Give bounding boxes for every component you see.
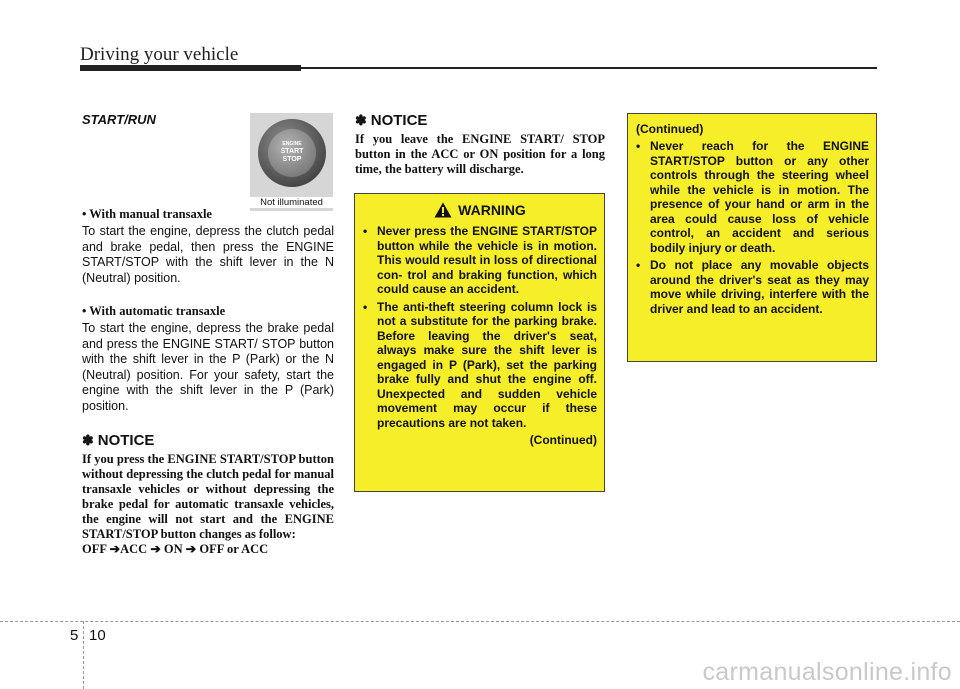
warning-triangle-icon bbox=[434, 202, 452, 218]
continued-list bbox=[636, 139, 869, 316]
button-label-start: START bbox=[280, 148, 304, 155]
page-number: 10 bbox=[89, 627, 106, 644]
continued-heading: (Continued) bbox=[636, 122, 704, 136]
notice-sequence: OFF ➔ACC ➔ ON ➔ OFF or ACC bbox=[82, 542, 269, 556]
manual-transaxle-heading: • With manual transaxle bbox=[82, 207, 212, 221]
warning-item: • Never press the ENGINE START/STOP button while the vehicle is in motion. This would result in loss of directional con- trol and braking function, which could cause an accident. bbox=[363, 224, 597, 296]
watermark: carmanualsonline.info bbox=[702, 658, 952, 686]
button-label-stop: STOP bbox=[282, 156, 302, 163]
warning-box bbox=[354, 193, 605, 492]
notice-star-icon-2: ✽ bbox=[355, 112, 367, 128]
column-middle bbox=[355, 112, 605, 177]
footer-divider bbox=[83, 621, 84, 689]
figure-caption: Not illuminated bbox=[250, 197, 333, 208]
footer-rule bbox=[0, 621, 960, 622]
warning-continued: (Continued) bbox=[529, 433, 597, 447]
continued-item: • Do not place any movable objects around the driver's seat as they may move while driving, interfere with the driver and lead to an accident. bbox=[636, 258, 869, 316]
notice-heading bbox=[82, 432, 334, 449]
notice-title-2: NOTICE bbox=[370, 112, 428, 129]
notice-star-icon: ✽ bbox=[82, 432, 94, 448]
start-run-title: START/RUN bbox=[82, 112, 156, 127]
header-rule-accent bbox=[80, 65, 301, 71]
continued-item: • Never reach for the ENGINE START/STOP button or any other controls through the steering wheel while the vehicle is in motion. The presence of your hand or arm in the area could cause loss of vehicle control, an accident and serious bodily injury or death. bbox=[636, 139, 869, 255]
warning-list bbox=[363, 224, 597, 430]
automatic-transaxle-text: To start the engine, depress the brake pedal and press the ENGINE START/ STOP button with the shift lever in the P (Park) or the N (Neutral) position. For your safety, start the engine with the shift lever in the P (Park) position. bbox=[82, 321, 334, 413]
warning-item: • The anti-theft steering column lock is not a substitute for the parking brake. Before leaving the driver's seat, always make sure the shift lever is engaged in P (Park), set the parking brake fully and shut the engine off. Unexpected and sudden vehicle movement may occur if these precautions are not taken. bbox=[363, 299, 597, 430]
warning-heading bbox=[363, 202, 597, 218]
notice-text: If you press the ENGINE START/STOP button without depressing the clutch pedal for manual transaxle vehicles or without depressing the brake pedal for automatic transaxle vehicles, the engine will not start and the ENGINE START/STOP button changes as follow: bbox=[82, 452, 334, 541]
engine-start-stop-button-icon bbox=[268, 129, 316, 177]
notice-title: NOTICE bbox=[97, 432, 155, 449]
notice-text-2: If you leave the ENGINE START/ STOP button in the ACC or ON position for a long time, the battery will discharge. bbox=[355, 132, 605, 176]
engine-start-stop-button-figure bbox=[250, 113, 333, 211]
page-header-title: Driving your vehicle bbox=[80, 44, 239, 65]
continued-warning-box bbox=[627, 113, 877, 362]
automatic-transaxle-heading: • With automatic transaxle bbox=[82, 304, 226, 318]
button-label-engine: ENGINE bbox=[282, 141, 302, 147]
notice-heading-2 bbox=[355, 112, 605, 129]
warning-title: WARNING bbox=[458, 202, 526, 218]
button-bezel bbox=[258, 119, 326, 187]
manual-transaxle-text: To start the engine, depress the clutch pedal and brake pedal, then press the ENGINE START/STOP with the shift lever in the N (Neutral) position. bbox=[82, 224, 334, 285]
section-number: 5 bbox=[70, 627, 79, 644]
